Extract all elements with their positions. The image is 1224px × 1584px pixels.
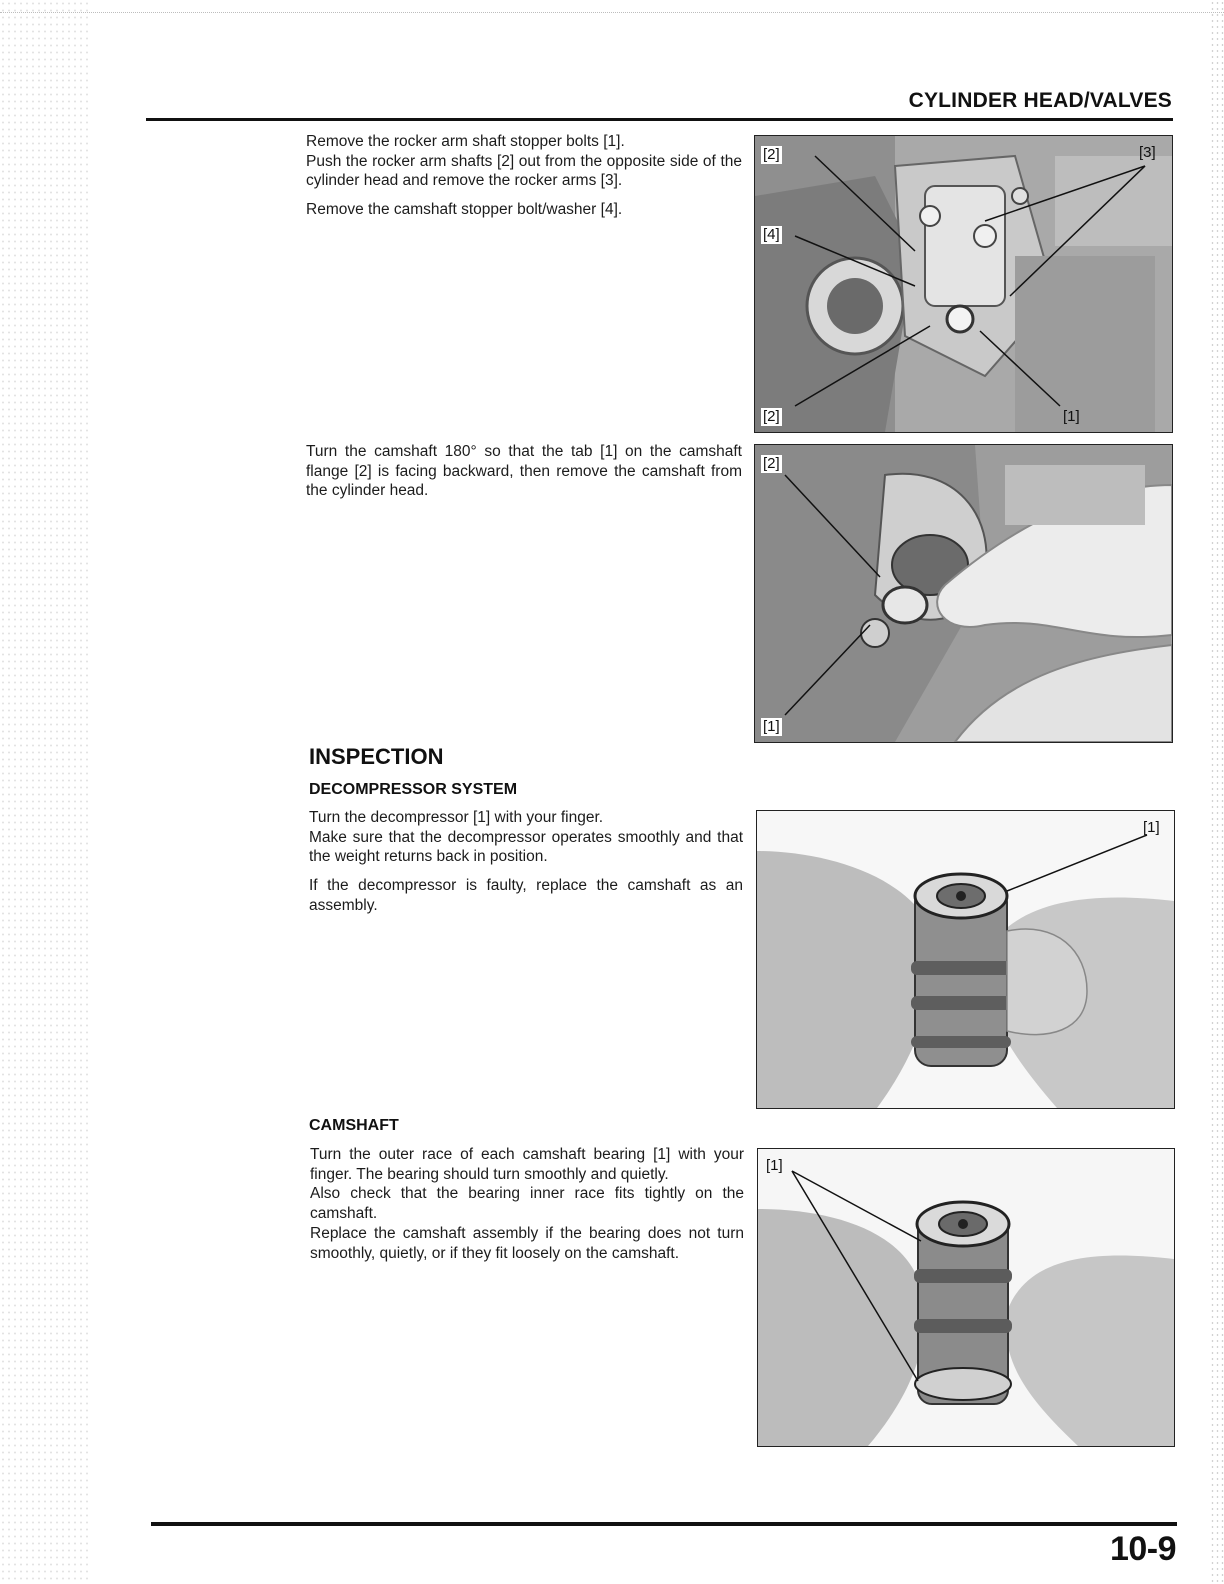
decompressor-text: [309, 808, 743, 916]
camshaft-bearing-photo: [757, 1148, 1175, 1447]
figure-label: [2]: [763, 455, 780, 472]
step1-text: [306, 132, 742, 220]
camshaft-heading: CAMSHAFT: [309, 1117, 399, 1134]
header-rule: [146, 118, 1173, 121]
figure-label: [2]: [763, 146, 780, 163]
figure-label: [4]: [763, 226, 780, 243]
camshaft-line: Turn the outer race of each camshaft bearing [1] with your finger. The bearing should turn smoothly and quietly.: [310, 1146, 744, 1183]
rocker-arm-illustration: [755, 136, 1172, 432]
rocker-arm-photo: [754, 135, 1173, 433]
step1-line: Remove the camshaft stopper bolt/washer [4].: [306, 201, 623, 219]
decompressor-photo: [756, 810, 1175, 1109]
camshaft-line: Also check that the bearing inner race fits tightly on the camshaft.: [310, 1185, 744, 1223]
scan-left-margin: [0, 0, 90, 1584]
figure-label: [1]: [1063, 408, 1080, 425]
step1-line: Remove the rocker arm shaft stopper bolts [1].: [306, 133, 625, 150]
camshaft-removal-photo: [754, 444, 1173, 743]
figure-label: [2]: [763, 408, 780, 425]
camshaft-bearing-illustration: [758, 1149, 1174, 1446]
camshaft-line: Replace the camshaft assembly if the bearing does not turn smoothly, quietly, or if they fit loosely on the camshaft.: [310, 1224, 744, 1262]
camshaft-removal-illustration: [755, 445, 1172, 742]
scan-right-margin: [1210, 0, 1224, 1584]
decompressor-heading: DECOMPRESSOR SYSTEM: [309, 781, 518, 798]
scan-top-edge: [0, 0, 1224, 13]
step1-line: Push the rocker arm shafts [2] out from the opposite side of the cylinder head and remove the rocker arms [3].: [306, 152, 742, 190]
figure-label: [1]: [766, 1157, 783, 1174]
page-number: 10-9: [1109, 1530, 1176, 1568]
figure-label: [1]: [763, 718, 780, 735]
decompressor-line: If the decompressor is faulty, replace the camshaft as an assembly.: [309, 877, 743, 914]
decompressor-illustration: [757, 811, 1174, 1108]
footer-rule: [151, 1522, 1177, 1526]
figure-label: [1]: [1143, 819, 1160, 836]
step2-line: Turn the camshaft 180° so that the tab [1] on the camshaft flange [2] is facing backward, then remove the camshaft from the cylinder head.: [306, 443, 742, 500]
figure-label: [3]: [1139, 144, 1156, 161]
inspection-heading: INSPECTION: [309, 744, 444, 769]
step2-text: [306, 442, 742, 501]
section-title: CYLINDER HEAD/VALVES: [908, 89, 1172, 112]
camshaft-text: [310, 1145, 744, 1263]
decompressor-line: Turn the decompressor [1] with your finger.: [309, 809, 604, 826]
decompressor-line: Make sure that the decompressor operates smoothly and that the weight returns back in position.: [309, 828, 743, 866]
